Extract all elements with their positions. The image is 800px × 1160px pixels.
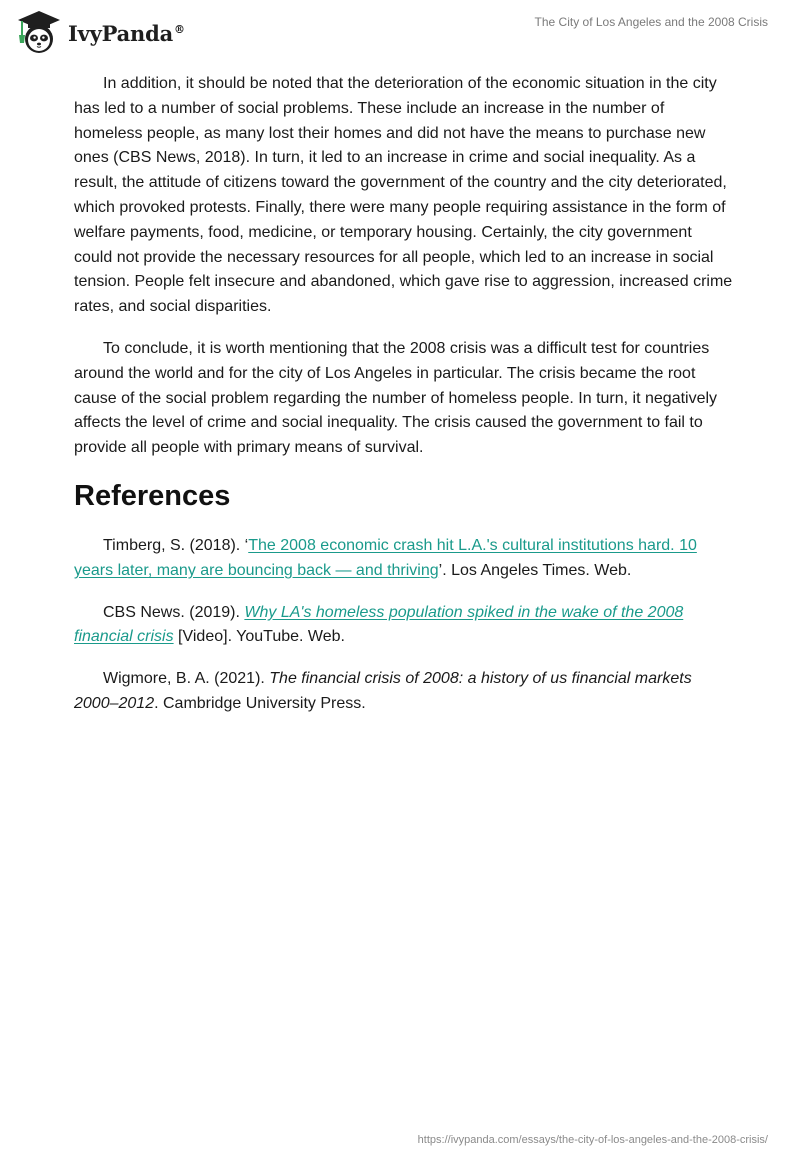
- document-title: The City of Los Angeles and the 2008 Crisis: [534, 15, 768, 29]
- reference-item: [74, 667, 734, 717]
- reference-title: The financial crisis of 2008: a history of us financial markets 2000–2012: [74, 670, 692, 712]
- reference-prefix: Timberg, S. (2018). ‘: [103, 536, 249, 554]
- panda-graduation-cap-icon: [16, 9, 62, 55]
- logo-wordmark: IvyPanda®: [68, 20, 185, 46]
- reference-suffix: [Video]. YouTube. Web.: [173, 628, 345, 646]
- reference-suffix: . Cambridge University Press.: [154, 694, 366, 712]
- reference-link[interactable]: Why LA's homeless population spiked in the wake of the 2008 financial crisis: [74, 603, 684, 646]
- reference-suffix: ’. Los Angeles Times. Web.: [438, 561, 632, 579]
- reference-link[interactable]: The 2008 economic crash hit L.A.'s cultural institutions hard. 10 years later, many are bouncing back — and thriving: [74, 536, 697, 579]
- references-heading: References: [74, 479, 231, 512]
- essay-content: [74, 72, 734, 734]
- ivypanda-logo[interactable]: [16, 8, 185, 56]
- footer-url[interactable]: https://ivypanda.com/essays/the-city-of-los-angeles-and-the-2008-crisis/: [417, 1134, 768, 1146]
- body-paragraph: In addition, it should be noted that the deterioration of the economic situation in the city has led to a number of social problems. These include an increase in the number of homeless people, as many lost their homes and did not have the means to purchase new ones (CBS News, 2018). In turn, it led to an increase in crime and social inequality. As a result, the attitude of citizens toward the government of the country and the city deteriorated, which provoked protests. Finally, there were many people requiring assistance in the form of welfare payments, food, medicine, or temporary housing. Certainly, the city government could not provide the necessary resources for all people, which led to an increase in social tension. People felt insecure and abandoned, which gave rise to aggression, increased crime rates, and social disparities.: [74, 75, 733, 316]
- reference-prefix: CBS News. (2019).: [103, 603, 245, 621]
- body-paragraph: To conclude, it is worth mentioning that the 2008 crisis was a difficult test for countries around the world and for the city of Los Angeles in particular. The crisis became the root cause of the social problem regarding the number of homeless people. In turn, it negatively affects the level of crime and social inequality. The crisis caused the government to fail to provide all people with primary means of survival.: [74, 339, 718, 457]
- reference-item: [74, 534, 734, 584]
- page-header: [0, 0, 800, 64]
- registered-mark: ®: [174, 22, 185, 36]
- reference-prefix: Wigmore, B. A. (2021).: [103, 670, 270, 688]
- reference-item: [74, 601, 734, 651]
